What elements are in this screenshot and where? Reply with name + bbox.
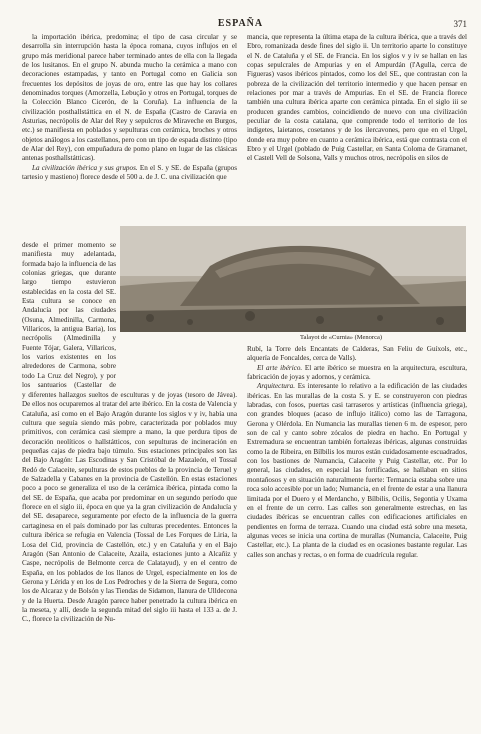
subheading: La civilización ibérica y sus grupos. <box>32 163 138 172</box>
running-title: ESPAÑA <box>217 18 264 29</box>
paragraph: mancia, que representa la última etapa de la cultura ibérica, que a través del Ebro, romanizada desde fines del siglo ii. Un territorio aparte lo constituye el N. de Cataluña y el SE. de Francia. En los siglos v y iv se hallan en las copas sepulcrales de Ampurias y en el Ampurdán (l'Agulla, cerca de Figueras) vasos ibéricos pintados, como los del SE., que contrastan con la pobreza de la civilización del territorio intermedio y que hacen pensar en relaciones por mar a través de Ampurias. En el SE. de Francia florece también una cultura ibérica aparte con cerámica pintada. En el siglo iii se producen grandes cambios, coincidiendo de nuevo con una civilización peculiar de la costa catalana, que comprende todo el territorio de los indigetes, laietanos, cosetanos y de los ilercavones, pero que en el Urgel, donde era muy pobre en cuanto a cerámica ibérica, está que contrasta con el Ebro y el Urgel (poblado de Puig Castellar, en Santa Coloma de Gramanet, el Castell Vell de Solsona, Valls y muchos otros, necrópolis en silos de <box>247 33 467 163</box>
narrow-column <box>22 241 116 391</box>
paragraph <box>247 364 467 383</box>
paragraph: desde el primer momento se manifiesta muy adelantada, formada bajo la influencia de las colonias griegas, que durante largo tiempo estuvieron establecidas en la costa del SE. Esta cultura se conoce en Andalucía por las ciudades (Osuna, Almedinilla, Carmona, Villaricos, la antigua Baria), los necrópolis (Almedinilla y Fuente Tójar, Galera, Villaricos, los varios existentes en los alrededores de Carmona, sobre todo La Cruz del Negro), y por los santuarios (Castellar de <box>22 241 116 390</box>
page-number: 371 <box>453 19 467 29</box>
subheading: Arquitectura. <box>257 382 296 391</box>
paragraph-text: Es interesante lo relativo a la edificación de las ciudades ibéricas. En las murallas de la costa S. y E. se construyeron con piedras labradas, con fosos, puertas casi tarraseros y artísticas (influencia griega), con grandes bloques (acaso de influjo itálico) como las de Tarragona, Gerona y Olérdola. En Numancia las murallas tienen 6 m. de espesor, pero son de cal y canto sobre zócalos de piedra en hacho. En Portugal y Extremadura se encuentran también fortalezas ibéricas, algunas construidas como la de Ribeira, en Bílbilis los muros están cuidadosamente escuadrados, con los bastiones de Numancia, Calaceite y Puig Castellar, etc. Por lo general, las ciudades, en especial las fortificadas, se hallaban en sitios montañosos y en situación naturalmente fuerte: Termancia estaba sobre una roca solo accesible por un lado; Numancia, en el frente de estar a una llanura limitada por el Duero y el Merdancho, y Bílbilis, Ocilis, Segontia y Uxama en el frente de un cerro. Las calles son generalmente estrechas, en las ciudades ibéricas se encuentran calles con edificaciones artificiales en pendientes en forma de terraza. Cuando una ciudad está sobre una meseta, algunas veces se inicia una cortina de murallas (Numancia, Calaceite, Puig Castellar, etc.). La planta de la ciudad es en ocasiones bastante regular. Las calles son anchas y rectas, o en forma de cuadrícula regular. <box>247 382 467 559</box>
paragraph: y diferentes hallazgos sueltos de esculturas y de joyas (tesoro de Jávea). De ellos nos ocuparemos al tratar del arte ibérico. En la costa de Valencia y Cataluña, así como en el Bajo Aragón durante los siglos v y iv, había una cultura que seguía siendo más pobre, caracterizada por poblados muy primitivos, con cerámica casi siempre a mano, la que perdura tipos de decoración neolíticos o hallstátticos, con sepulturas de incineración en pequeñas cajas de piedra bajo túmulo. Sus estaciones principales son las del Bajo Aragón: Las Escodinas y San Cristóbal de Mazaleón, el Tossal Redó de Calaceite, sepulturas de estos pueblos de la provincia de Teruel y de Salzadella y Cabanes en la provincia de Castellón. En estas estaciones poco a poco se generaliza el uso de la cerámica ibérica, pintada como la del SE. de España, que acaba por predominar en un segundo período que florece en el siglo iii, época en que ya la gran civilización de Andalucía y del SE. desaparece, seguramente por efecto de la influencia de la guerra cartaginesa en el país dominado por las culturas precedentes. Entonces la cultura ibérica se refugia en Valencia (Tossal de Les Forques de Liria, la Losa del Cid, provincia de Castellón, etc.) y en Cataluña y en el Bajo Aragón (San Antonio de Calaceite, Azaila, estaciones junto a Alcañiz y Caspe, necrópolis de Belmonte cerca de Calatayud), y en el centro de España, en los poblados de los llanos de Urgel, especialmente en los de Gerona y Lérida y en los de Los Pedroches y de la Sierra de Segura, como los de Alcaraz y de Bolsón y las Tiendas de Sidamon, llanura de Ulldecona y de la Huerta. Desde Aragón parece haber penetrado la cultura ibérica en la meseta, y allí, desde la segunda mitad del siglo iii hasta el 133 a. de J. C., florece la civilización de Nu- <box>22 391 237 624</box>
subheading: El arte ibérico. <box>257 363 303 372</box>
left-column-top <box>22 33 237 239</box>
paragraph: Rubí, la Torre dels Encantats de Calderas, San Feliu de Guíxols, etc., alquería de Foncaldes, cerca de Valls). <box>247 345 467 363</box>
photo-caption: Talayot de «Curnia» (Menorca) <box>300 334 383 341</box>
paragraph <box>22 164 237 183</box>
paragraph <box>247 382 467 560</box>
paragraph-text: En el S. y SE. de España (grupos tartesio y mastieno) florece desde el 500 a. de J. C. una civilización que <box>22 163 237 182</box>
paragraph-text: El arte ibérico se muestra en la arquitectura, escultura, fabricación de joyas y adornos, y cerámica. <box>247 363 467 382</box>
right-column-bottom <box>247 345 467 727</box>
right-column-top <box>247 33 467 271</box>
left-column-bottom <box>22 391 237 727</box>
paragraph: la importación ibérica, predomina; el tipo de casa circular y se desarrolla sin interrupción hasta la época romana, cuyos influjos en el grupo más meridional parece haber terminado antes de ella con la llegada de los lusitanos. En el grupo N. abunda mucho la cerámica a mano con decoraciones estampadas, y tanto en Portugal como en Galicia son frecuentes los depósitos de joyas de oro, entre las que hay los collares denominados torques (Amorzella, Lebução y otros en Portugal, torques de la Colección Blanco Cicerón, de la Coruña). La influencia de la civilización posthallstáttica en el N. de España (Castro de Caravia en Asturias, necrópolis de Alar del Rey y sepulcros de Miraveche en Burgos, etc.) se manifiesta en poblados y sepulturas con cerámica, broches y otros objetos análogos a los castellanos, pero con un tipo de espada distinto (tipo de Alar del Rey), con empuñadura de pomo plano en lugar de las clásicas antenas posthallstátticas). <box>22 33 237 163</box>
